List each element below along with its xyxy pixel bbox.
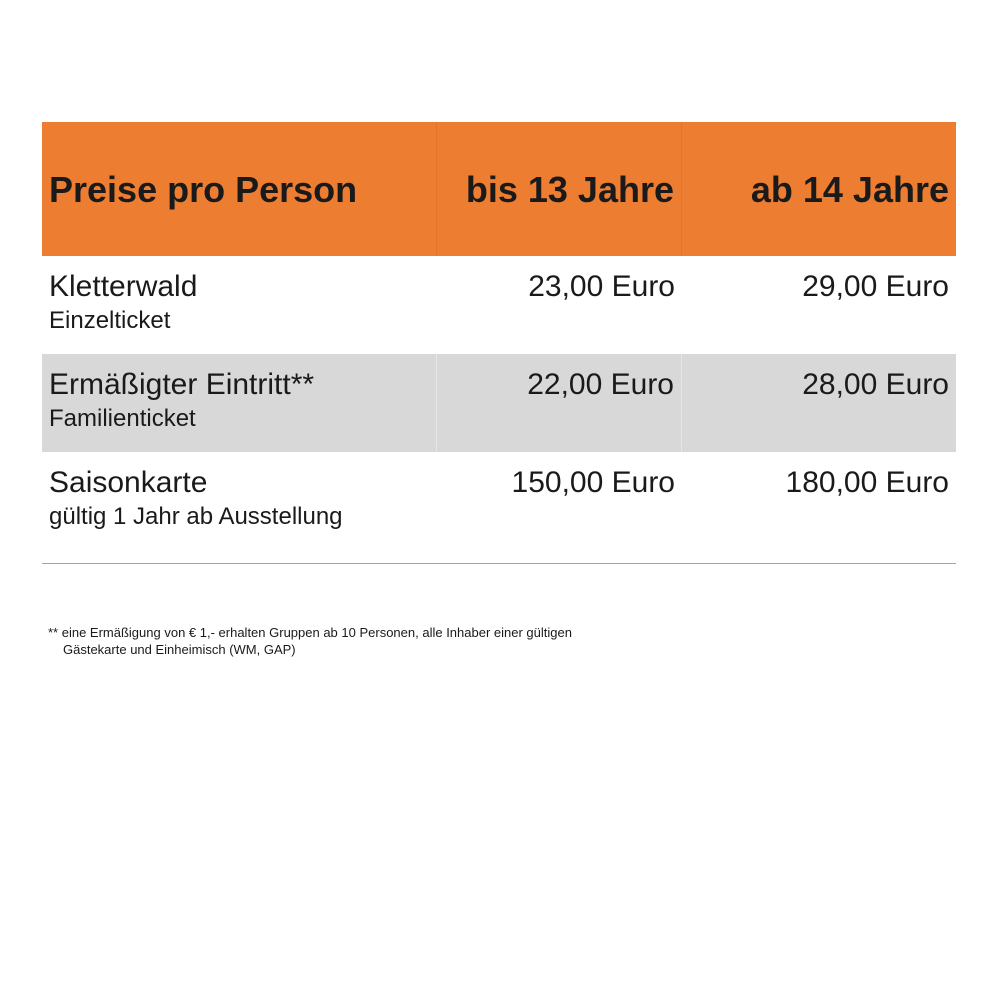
table-row	[42, 354, 956, 452]
footnote-line-1: ** eine Ermäßigung von € 1,- erhalten Gruppen ab 10 Personen, alle Inhaber einer gültigen	[48, 625, 572, 640]
price-adult: 29,00 Euro	[802, 270, 949, 303]
price-adult-cell	[682, 452, 956, 550]
ticket-title: Ermäßigter Eintritt**	[49, 368, 315, 401]
header-price-per-person: Preise pro Person	[49, 169, 358, 210]
ticket-title: Kletterwald	[49, 270, 198, 303]
price-child-cell	[436, 354, 682, 452]
price-adult: 180,00 Euro	[785, 466, 949, 499]
footnote	[48, 624, 572, 658]
ticket-title: Saisonkarte	[49, 466, 208, 499]
price-child-cell	[436, 452, 682, 550]
price-adult-cell	[682, 354, 956, 452]
header-from-14: ab 14 Jahre	[750, 169, 949, 210]
ticket-subtitle: Familienticket	[49, 405, 196, 432]
header-up-to-13: bis 13 Jahre	[436, 122, 682, 256]
ticket-subtitle: gültig 1 Jahr ab Ausstellung	[49, 503, 343, 530]
ticket-cell	[42, 354, 436, 452]
ticket-subtitle: Einzelticket	[49, 307, 171, 334]
table-row	[42, 256, 956, 354]
table-header-row	[42, 122, 956, 256]
price-child: 150,00 Euro	[511, 466, 675, 499]
ticket-cell	[42, 256, 436, 354]
price-child: 22,00 Euro	[527, 368, 674, 401]
table-bottom-rule	[42, 563, 956, 564]
price-adult-cell	[682, 256, 956, 354]
price-child: 23,00 Euro	[528, 270, 675, 303]
table-row	[42, 452, 956, 550]
ticket-cell	[42, 452, 436, 550]
price-adult: 28,00 Euro	[802, 368, 949, 401]
price-table	[42, 122, 956, 550]
footnote-line-2: Gästekarte und Einheimisch (WM, GAP)	[63, 642, 296, 657]
price-child-cell	[436, 256, 682, 354]
